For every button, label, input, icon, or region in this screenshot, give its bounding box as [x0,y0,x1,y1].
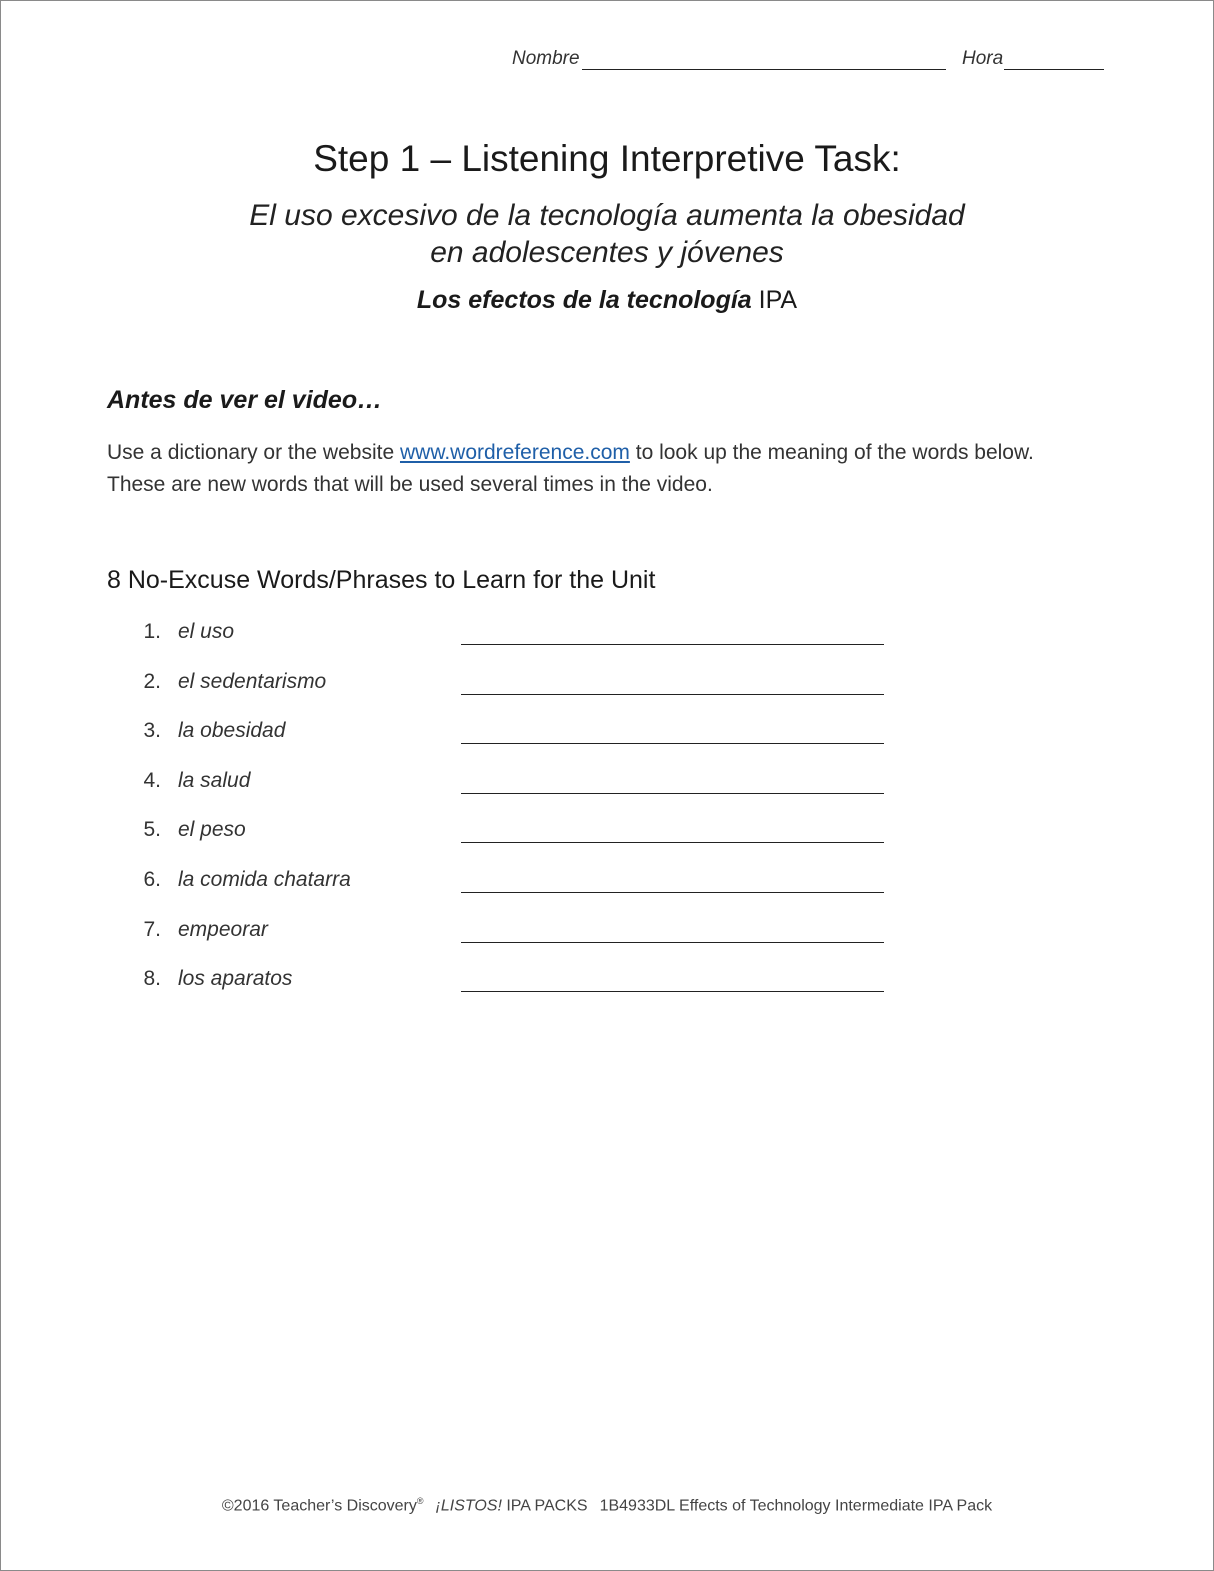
vocab-number: 3. [143,719,161,743]
vocab-term: el peso [178,818,246,842]
vocab-item [107,864,907,914]
vocab-number: 6. [143,867,161,891]
vocab-item [107,715,907,765]
vocab-item [107,814,907,864]
answer-blank-line[interactable] [461,991,884,992]
vocab-number: 2. [143,669,161,693]
video-title [0,197,1214,271]
ipa-title-suffix: IPA [751,286,798,314]
answer-blank-line[interactable] [461,743,884,744]
footer-pack: IPA PACKS [501,1497,588,1515]
video-title-line-2: en adolescentes y jóvenes [430,236,784,269]
footer-product: 1B4933DL Effects of Technology Intermediate IPA Pack [599,1497,993,1515]
vocab-term: la comida chatarra [178,867,351,891]
name-period-fields [512,48,1112,72]
period-blank-line[interactable] [1004,69,1104,70]
vocab-item [107,963,907,1013]
vocab-item [107,914,907,964]
vocab-item [107,666,907,716]
vocab-term: el uso [178,620,235,643]
answer-blank-line[interactable] [461,644,884,645]
vocab-number: 4. [143,768,161,792]
vocab-item [107,765,907,815]
vocab-heading: 8 No-Excuse Words/Phrases to Learn for the Unit [107,566,656,594]
vocab-term: los aparatos [178,967,293,991]
vocab-number: 8. [143,967,161,991]
vocab-item [107,616,907,666]
instructions-paragraph [107,437,1097,501]
name-blank-line[interactable] [582,69,946,70]
footer-copyright: ©2016 Teacher’s Discovery [221,1497,417,1515]
vocab-term: la obesidad [178,719,286,743]
vocab-term: el sedentarismo [178,669,327,693]
period-label: Hora [962,48,1004,69]
answer-blank-line[interactable] [461,842,884,843]
answer-blank-line[interactable] [461,892,884,893]
vocab-term: la salud [178,768,251,792]
answer-blank-line[interactable] [461,793,884,794]
answer-blank-line[interactable] [461,694,884,695]
name-label: Nombre [512,48,580,69]
page-footer [0,1496,1214,1515]
before-video-heading: Antes de ver el video… [107,386,383,414]
footer-brand: ¡LISTOS! [435,1497,502,1515]
video-title-line-1: El uso excesivo de la tecnología aumenta la obesidad [249,199,965,232]
vocab-list [107,616,907,1013]
instructions-text-start: Use a dictionary or the website [107,441,400,464]
vocab-number: 5. [143,818,161,842]
instructions-text-end: to look up the meaning of the words below. These are new words that will be used several times in the video. [107,441,1034,496]
wordreference-link[interactable]: www.wordreference.com [399,441,630,464]
ipa-title-italic: Los efectos de la tecnología [416,286,752,314]
page-title: Step 1 – Listening Interpretive Task: [313,138,901,179]
footer-registered-mark: ® [416,1496,424,1506]
vocab-term: empeorar [178,917,268,941]
answer-blank-line[interactable] [461,942,884,943]
ipa-title [0,286,1214,315]
vocab-number: 1. [143,620,161,643]
vocab-number: 7. [143,917,161,941]
